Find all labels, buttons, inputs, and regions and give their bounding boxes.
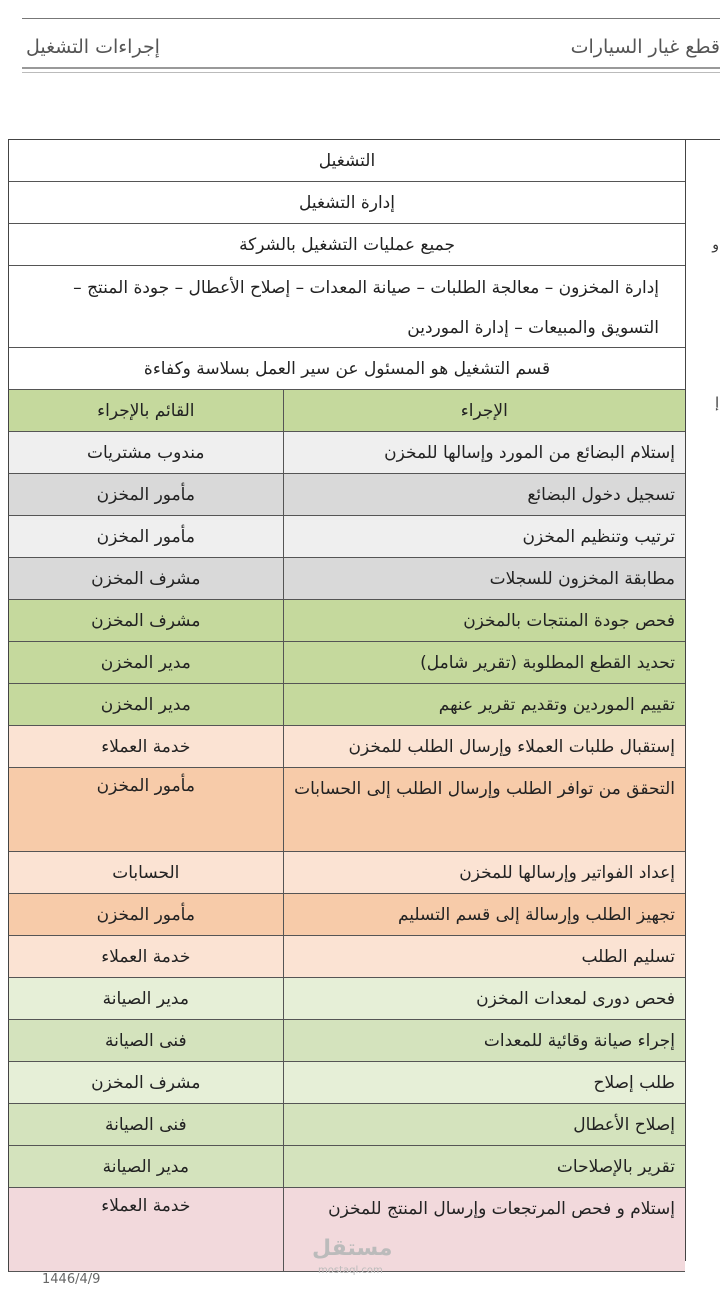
procedure-cell: تقييم الموردين وتقديم تقرير عنهم: [283, 684, 685, 725]
procedure-cell: إجراء صيانة وقائية للمعدات: [283, 1020, 685, 1061]
procedure-cell: تجهيز الطلب وإرسالة إلى قسم التسليم: [283, 894, 685, 935]
table-row: [8, 768, 685, 852]
owner-cell: خدمة العملاء: [101, 736, 191, 757]
header-doc-title: إجراءات التشغيل: [26, 36, 160, 58]
department-row: [8, 140, 685, 182]
procedure-cell: إستلام البضائع من المورد وإسالها للمخزن: [283, 432, 685, 473]
owner-cell: مشرف المخزن: [91, 568, 201, 589]
function-row: [8, 182, 685, 224]
activities-row: [8, 266, 685, 348]
scope-cell: جميع عمليات التشغيل بالشركة: [239, 234, 455, 255]
owner-cell: مدير الصيانة: [102, 988, 189, 1009]
table-row: [8, 684, 685, 726]
procedure-cell: تقرير بالإصلاحات: [283, 1146, 685, 1187]
responsibility-cell: قسم التشغيل هو المسئول عن سير العمل بسلاسة وكفاءة: [143, 358, 551, 379]
table-row: [8, 642, 685, 684]
responsibility-row: [8, 348, 685, 390]
side-mark: و: [712, 237, 719, 253]
procedure-cell: طلب إصلاح: [283, 1062, 685, 1103]
owner-cell: مدير المخزن: [100, 652, 191, 673]
procedure-cell: إستلام و فحص المرتجعات وإرسال المنتج للمخزن: [283, 1188, 685, 1271]
owner-cell: فنى الصيانة: [104, 1030, 187, 1051]
owner-cell: مدير المخزن: [100, 694, 191, 715]
table-row: [8, 432, 685, 474]
function-cell: إدارة التشغيل: [299, 192, 395, 213]
table-row: [8, 558, 685, 600]
owner-cell: خدمة العملاء: [101, 1196, 191, 1216]
procedure-cell: التحقق من توافر الطلب وإرسال الطلب إلى الحسابات: [283, 768, 685, 851]
table-row: [8, 726, 685, 768]
procedure-cell: فحص دورى لمعدات المخزن: [283, 978, 685, 1019]
table-row: [8, 516, 685, 558]
side-mark: إ: [715, 395, 719, 411]
owner-cell: خدمة العملاء: [101, 946, 191, 967]
column-header-row: [8, 390, 685, 432]
owner-cell: فنى الصيانة: [104, 1114, 187, 1135]
procedure-cell: تسليم الطلب: [283, 936, 685, 977]
department-cell: التشغيل: [318, 150, 376, 171]
owner-cell: مأمور المخزن: [96, 484, 195, 505]
table-row: [8, 894, 685, 936]
page-header: [0, 0, 720, 78]
table-row: [8, 474, 685, 516]
table-row: [8, 978, 685, 1020]
table-row: [8, 936, 685, 978]
table-row: [8, 600, 685, 642]
owner-cell: مشرف المخزن: [91, 1072, 201, 1093]
table-row: [8, 852, 685, 894]
procedure-cell: إستقبال طلبات العملاء وإرسال الطلب للمخزن: [283, 726, 685, 767]
procedure-cell: تسجيل دخول البضائع: [283, 474, 685, 515]
procedures-table: [8, 139, 720, 1272]
owner-cell: الحسابات: [112, 862, 180, 883]
procedure-cell: إصلاح الأعطال: [283, 1104, 685, 1145]
header-company-title: قطع غيار السيارات: [570, 36, 720, 58]
owner-cell: مدير الصيانة: [102, 1156, 189, 1177]
procedure-cell: فحص جودة المنتجات بالمخزن: [283, 600, 685, 641]
watermark-logo: مستقل: [312, 1236, 393, 1261]
procedure-cell: تحديد القطع المطلوبة (تقرير شامل): [283, 642, 685, 683]
procedure-cell: ترتيب وتنظيم المخزن: [283, 516, 685, 557]
procedure-rows: [8, 432, 720, 1272]
footer-date: 1446/4/9: [42, 1272, 101, 1287]
owner-cell: مأمور المخزن: [96, 526, 195, 547]
table-row: [8, 1104, 685, 1146]
header-rule-thin: [22, 72, 720, 73]
owner-cell: مشرف المخزن: [91, 610, 201, 631]
table-row: [8, 1020, 685, 1062]
table-row: [8, 1146, 685, 1188]
owner-cell: مأمور المخزن: [96, 904, 195, 925]
column-header-procedure: الإجراء: [283, 390, 685, 431]
scope-row: [8, 224, 685, 266]
header-top-rule: [22, 18, 720, 19]
header-rule: [22, 67, 720, 69]
column-header-owner: القائم بالإجراء: [97, 400, 195, 421]
owner-cell: مأمور المخزن: [96, 776, 195, 796]
owner-cell: مندوب مشتريات: [87, 442, 205, 463]
activities-cell: إدارة المخزون – معالجة الطلبات – صيانة المعدات – إصلاح الأعطال – جودة المنتج – التسويق والمبيعات – إدارة الموردين: [73, 278, 659, 338]
table-row: [8, 1062, 685, 1104]
watermark-url: mostaql.com: [318, 1265, 383, 1276]
procedure-cell: مطابقة المخزون للسجلات: [283, 558, 685, 599]
procedure-cell: إعداد الفواتير وإرسالها للمخزن: [283, 852, 685, 893]
